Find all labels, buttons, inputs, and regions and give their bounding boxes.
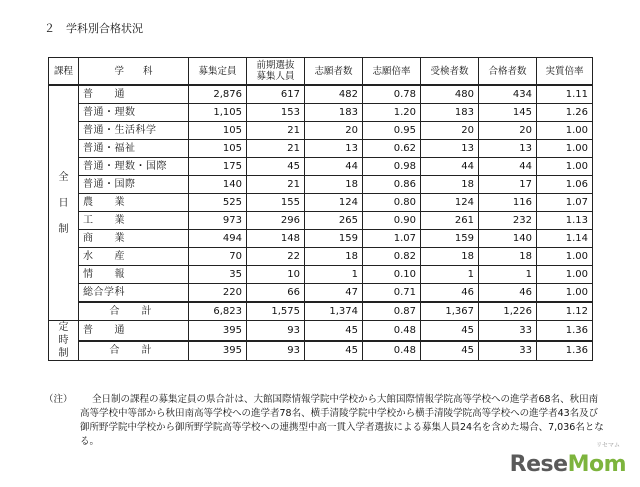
total-value-cell: 93 bbox=[247, 341, 305, 361]
table-row bbox=[49, 176, 593, 194]
value-cell: 21 bbox=[247, 122, 305, 140]
value-cell: 21 bbox=[247, 176, 305, 194]
value-cell: 44 bbox=[305, 158, 363, 176]
value-cell: 18 bbox=[421, 176, 479, 194]
value-cell: 175 bbox=[189, 158, 247, 176]
value-cell: 45 bbox=[305, 321, 363, 341]
value-cell: 482 bbox=[305, 85, 363, 104]
total-value-cell: 1,575 bbox=[247, 302, 305, 321]
value-cell: 0.98 bbox=[363, 158, 421, 176]
value-cell: 140 bbox=[479, 230, 537, 248]
table-body bbox=[49, 85, 593, 361]
value-cell: 1,105 bbox=[189, 104, 247, 122]
total-value-cell: 6,823 bbox=[189, 302, 247, 321]
value-cell: 494 bbox=[189, 230, 247, 248]
table-row bbox=[49, 230, 593, 248]
value-cell: 1.26 bbox=[537, 104, 593, 122]
value-cell: 0.78 bbox=[363, 85, 421, 104]
value-cell: 44 bbox=[421, 158, 479, 176]
course-group-label: 全 日 制 bbox=[49, 85, 79, 321]
value-cell: 1.00 bbox=[537, 284, 593, 303]
column-header: 志願者数 bbox=[305, 58, 363, 86]
subject-cell: 総合学科 bbox=[79, 284, 189, 303]
table-row bbox=[49, 248, 593, 266]
value-cell: 0.71 bbox=[363, 284, 421, 303]
column-header: 募集定員 bbox=[189, 58, 247, 86]
value-cell: 46 bbox=[479, 284, 537, 303]
value-cell: 21 bbox=[247, 140, 305, 158]
value-cell: 18 bbox=[479, 248, 537, 266]
subject-cell: 農 業 bbox=[79, 194, 189, 212]
subject-cell: 普通・国際 bbox=[79, 176, 189, 194]
total-value-cell: 1,367 bbox=[421, 302, 479, 321]
value-cell: 153 bbox=[247, 104, 305, 122]
value-cell: 232 bbox=[479, 212, 537, 230]
total-value-cell: 1,374 bbox=[305, 302, 363, 321]
total-row bbox=[49, 341, 593, 361]
table-row bbox=[49, 122, 593, 140]
value-cell: 17 bbox=[479, 176, 537, 194]
value-cell: 46 bbox=[421, 284, 479, 303]
column-header: 前期選抜 募集人員 bbox=[247, 58, 305, 86]
column-header: 志願倍率 bbox=[363, 58, 421, 86]
table-row bbox=[49, 85, 593, 104]
resemom-logo bbox=[510, 452, 626, 477]
column-header: 実質倍率 bbox=[537, 58, 593, 86]
value-cell: 434 bbox=[479, 85, 537, 104]
value-cell: 44 bbox=[479, 158, 537, 176]
total-value-cell: 395 bbox=[189, 341, 247, 361]
subject-cell: 情 報 bbox=[79, 266, 189, 284]
value-cell: 140 bbox=[189, 176, 247, 194]
subject-cell: 水 産 bbox=[79, 248, 189, 266]
value-cell: 0.86 bbox=[363, 176, 421, 194]
table-row bbox=[49, 158, 593, 176]
table-row bbox=[49, 194, 593, 212]
table-row bbox=[49, 212, 593, 230]
total-value-cell: 45 bbox=[421, 341, 479, 361]
value-cell: 265 bbox=[305, 212, 363, 230]
value-cell: 1.13 bbox=[537, 212, 593, 230]
value-cell: 1 bbox=[421, 266, 479, 284]
logo-small-text: リセマム bbox=[596, 442, 620, 449]
value-cell: 20 bbox=[479, 122, 537, 140]
total-value-cell: 0.87 bbox=[363, 302, 421, 321]
total-label: 合 計 bbox=[79, 341, 189, 361]
column-header: 受検者数 bbox=[421, 58, 479, 86]
table-row bbox=[49, 284, 593, 303]
value-cell: 70 bbox=[189, 248, 247, 266]
value-cell: 0.48 bbox=[363, 321, 421, 341]
value-cell: 159 bbox=[421, 230, 479, 248]
value-cell: 1.00 bbox=[537, 140, 593, 158]
total-value-cell: 33 bbox=[479, 341, 537, 361]
column-header: 学 科 bbox=[79, 58, 189, 86]
value-cell: 148 bbox=[247, 230, 305, 248]
value-cell: 1.20 bbox=[363, 104, 421, 122]
value-cell: 45 bbox=[247, 158, 305, 176]
subject-cell: 普通・理数 bbox=[79, 104, 189, 122]
subject-cell: 商 業 bbox=[79, 230, 189, 248]
value-cell: 13 bbox=[479, 140, 537, 158]
value-cell: 0.90 bbox=[363, 212, 421, 230]
value-cell: 261 bbox=[421, 212, 479, 230]
subject-cell: 普 通 bbox=[79, 321, 189, 341]
value-cell: 18 bbox=[305, 176, 363, 194]
value-cell: 1.00 bbox=[537, 158, 593, 176]
footnote-label: （注） bbox=[44, 394, 73, 405]
value-cell: 617 bbox=[247, 85, 305, 104]
value-cell: 20 bbox=[305, 122, 363, 140]
value-cell: 105 bbox=[189, 122, 247, 140]
value-cell: 105 bbox=[189, 140, 247, 158]
value-cell: 145 bbox=[479, 104, 537, 122]
value-cell: 183 bbox=[421, 104, 479, 122]
column-header: 課程 bbox=[49, 58, 79, 86]
subject-cell: 普 通 bbox=[79, 85, 189, 104]
subject-cell: 普通・理数・国際 bbox=[79, 158, 189, 176]
value-cell: 10 bbox=[247, 266, 305, 284]
value-cell: 47 bbox=[305, 284, 363, 303]
value-cell: 66 bbox=[247, 284, 305, 303]
value-cell: 1.00 bbox=[537, 122, 593, 140]
footnote bbox=[44, 393, 604, 449]
value-cell: 395 bbox=[189, 321, 247, 341]
value-cell: 124 bbox=[421, 194, 479, 212]
value-cell: 1 bbox=[305, 266, 363, 284]
logo-suffix: Mom bbox=[567, 452, 626, 477]
logo-prefix: Rese bbox=[509, 452, 568, 477]
value-cell: 1 bbox=[479, 266, 537, 284]
value-cell: 155 bbox=[247, 194, 305, 212]
value-cell: 124 bbox=[305, 194, 363, 212]
section-title: ２ 学科別合格状況 bbox=[44, 22, 143, 35]
value-cell: 296 bbox=[247, 212, 305, 230]
value-cell: 525 bbox=[189, 194, 247, 212]
value-cell: 20 bbox=[421, 122, 479, 140]
subject-cell: 工 業 bbox=[79, 212, 189, 230]
admission-table bbox=[48, 57, 593, 361]
value-cell: 22 bbox=[247, 248, 305, 266]
value-cell: 220 bbox=[189, 284, 247, 303]
value-cell: 13 bbox=[305, 140, 363, 158]
table-row bbox=[49, 321, 593, 341]
value-cell: 480 bbox=[421, 85, 479, 104]
value-cell: 45 bbox=[421, 321, 479, 341]
value-cell: 1.06 bbox=[537, 176, 593, 194]
value-cell: 116 bbox=[479, 194, 537, 212]
value-cell: 183 bbox=[305, 104, 363, 122]
total-label: 合 計 bbox=[79, 302, 189, 321]
table-row bbox=[49, 104, 593, 122]
value-cell: 1.14 bbox=[537, 230, 593, 248]
column-header: 合格者数 bbox=[479, 58, 537, 86]
total-value-cell: 45 bbox=[305, 341, 363, 361]
value-cell: 1.00 bbox=[537, 266, 593, 284]
value-cell: 973 bbox=[189, 212, 247, 230]
table-row bbox=[49, 266, 593, 284]
value-cell: 2,876 bbox=[189, 85, 247, 104]
table-row bbox=[49, 140, 593, 158]
value-cell: 159 bbox=[305, 230, 363, 248]
value-cell: 18 bbox=[421, 248, 479, 266]
value-cell: 0.95 bbox=[363, 122, 421, 140]
total-value-cell: 1.36 bbox=[537, 341, 593, 361]
subject-cell: 普通・福祉 bbox=[79, 140, 189, 158]
total-row bbox=[49, 302, 593, 321]
value-cell: 0.82 bbox=[363, 248, 421, 266]
value-cell: 18 bbox=[305, 248, 363, 266]
total-value-cell: 1.12 bbox=[537, 302, 593, 321]
value-cell: 35 bbox=[189, 266, 247, 284]
course-group-label: 定 時 制 bbox=[49, 321, 79, 361]
value-cell: 1.11 bbox=[537, 85, 593, 104]
total-value-cell: 1,226 bbox=[479, 302, 537, 321]
value-cell: 0.62 bbox=[363, 140, 421, 158]
value-cell: 0.10 bbox=[363, 266, 421, 284]
value-cell: 33 bbox=[479, 321, 537, 341]
footnote-text: 全日制の課程の募集定員の県合計は、大館国際情報学院中学校から大館国際情報学院高等学校への進学者68名、秋田南高等学校中等部から秋田南高等学校への進学者78名、横手清陵学院中学校から横手清陵学院高等学校への進学者43名及び御所野学院中学校から御所野学院高等学校への連携型中高一貫入学者選抜による募集人員24名を含めた場合、7,036名となる。 bbox=[80, 394, 604, 447]
total-value-cell: 0.48 bbox=[363, 341, 421, 361]
value-cell: 93 bbox=[247, 321, 305, 341]
table-header bbox=[49, 58, 593, 86]
subject-cell: 普通・生活科学 bbox=[79, 122, 189, 140]
value-cell: 1.07 bbox=[537, 194, 593, 212]
value-cell: 13 bbox=[421, 140, 479, 158]
value-cell: 1.36 bbox=[537, 321, 593, 341]
value-cell: 1.07 bbox=[363, 230, 421, 248]
value-cell: 1.00 bbox=[537, 248, 593, 266]
value-cell: 0.80 bbox=[363, 194, 421, 212]
